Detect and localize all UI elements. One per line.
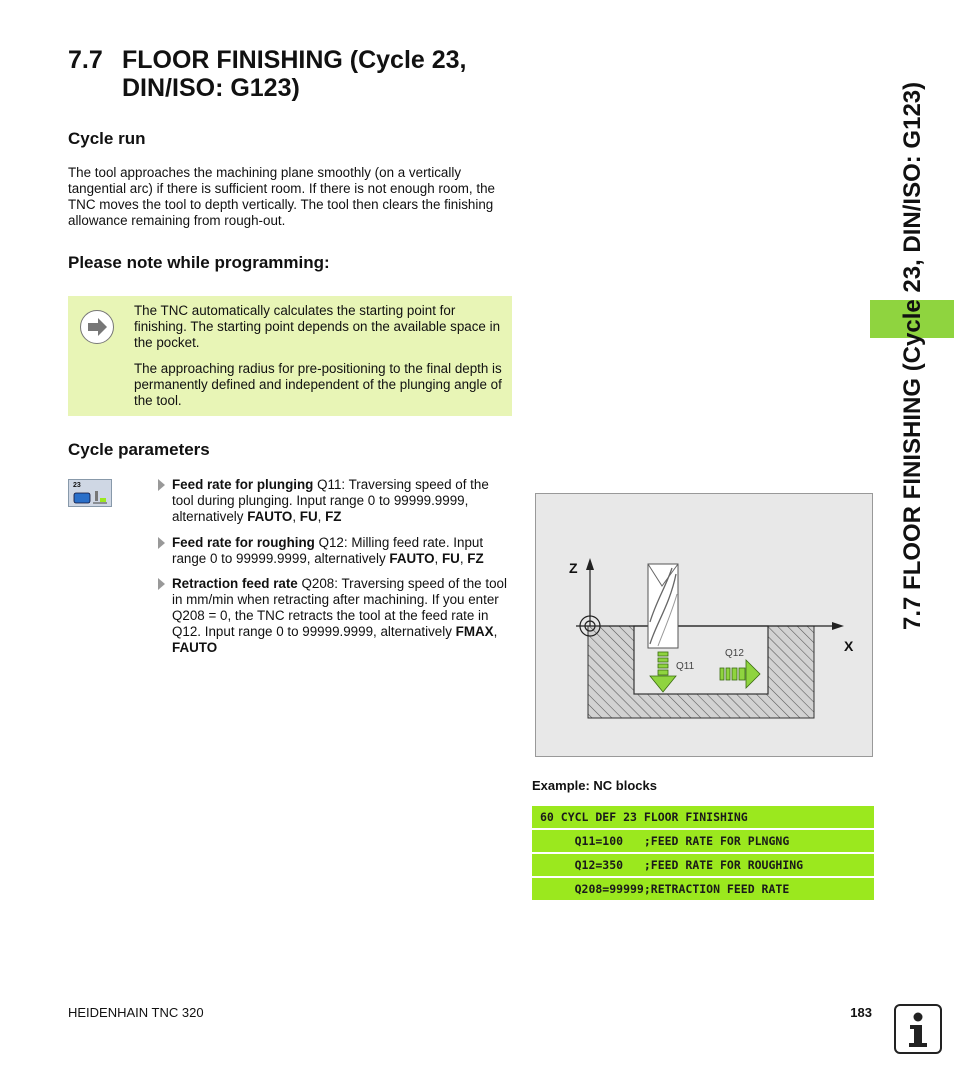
param-option: FAUTO [247,509,293,524]
side-chapter-title [896,40,936,630]
param-option: FZ [325,509,342,524]
param-option: FU [299,509,318,524]
param-sep: , [459,551,468,566]
floor-finishing-diagram [535,493,873,757]
param-sep: , [434,551,442,566]
example-heading: Example: NC blocks [532,778,657,793]
nc-block-row: Q11=100 ;FEED RATE FOR PLNGNG [532,830,874,852]
param-sep: , [292,509,300,524]
nc-block-row: Q208=99999;RETRACTION FEED RATE [532,878,874,900]
param-name: Feed rate for roughing [172,535,315,550]
param-option: FAUTO [172,640,218,655]
parameters-heading: Cycle parameters [68,440,210,459]
q12-label: Q12 [725,648,744,659]
cycle-23-softkey-icon [68,479,112,507]
nc-block-row: 60 CYCL DEF 23 FLOOR FINISHING [532,806,874,828]
param-name: Feed rate for plunging [172,477,314,492]
param-item-q11 [158,477,514,527]
section-number: 7.7 [68,46,103,74]
section-title-line1: FLOOR FINISHING (Cycle 23, [122,46,467,74]
info-icon [894,1004,942,1054]
param-option: FMAX [455,624,494,639]
section-title-line2: DIN/ISO: G123) [122,74,300,102]
x-axis-arrow [832,622,844,630]
q11-label: Q11 [676,661,695,672]
param-item-q208 [158,576,514,658]
side-chapter-title-text: 7.7 FLOOR FINISHING (Cycle 23, DIN/ISO: G123) [899,81,926,630]
triangle-bullet-icon [158,479,165,491]
param-name: Retraction feed rate [172,576,298,591]
param-sep: , [493,624,498,639]
triangle-bullet-icon [158,578,165,590]
param-option: FAUTO [389,551,435,566]
arrow-right-icon [80,310,114,344]
x-axis-label: X [844,638,854,654]
softkey-label: 23 [73,482,81,489]
section-title [68,46,467,102]
z-axis-label: Z [569,560,578,576]
param-option: FZ [467,551,484,566]
param-desc: Q208: Traversing speed of the tool in mm/min when retracting after machining. If you enter Q208 = 0, the TNC retracts the tool at the feed rate in Q12. Input range 0 to 99999.9999, alternatively [172,576,507,639]
z-axis-arrow [586,558,594,570]
param-sep: , [317,509,326,524]
footer-product-name: HEIDENHAIN TNC 320 [68,1005,204,1020]
triangle-bullet-icon [158,537,165,549]
param-option: FU [441,551,460,566]
cycle-run-text: The tool approaches the machining plane smoothly (on a vertically tangential arc) if there is sufficient room. If there is not enough room, the TNC moves the tool to depth vertically. The tool then clears the finishing allowance remaining from rough-out. [68,165,495,228]
note-heading: Please note while programming: [68,253,330,272]
note-box [68,296,512,416]
note-paragraph-2: The approaching radius for pre-positioning to the final depth is permanently defined and independent of the plunging angle of the tool. [134,361,502,408]
cycle-run-heading: Cycle run [68,129,146,148]
page-number: 183 [850,1005,872,1020]
pocket-floor-icon [73,490,109,506]
nc-block-row: Q12=350 ;FEED RATE FOR ROUGHING [532,854,874,876]
param-desc: Q11: Traversing speed of the tool during plunging. Input range 0 to 99999.9999, alternatively [172,477,489,524]
note-paragraph-1: The TNC automatically calculates the starting point for finishing. The starting point depends on the available space in the pocket. [134,303,501,350]
param-item-q12 [158,535,514,569]
milling-tool-icon [648,564,678,648]
param-desc: Q12: Milling feed rate. Input range 0 to 99999.9999, alternatively [172,535,484,566]
